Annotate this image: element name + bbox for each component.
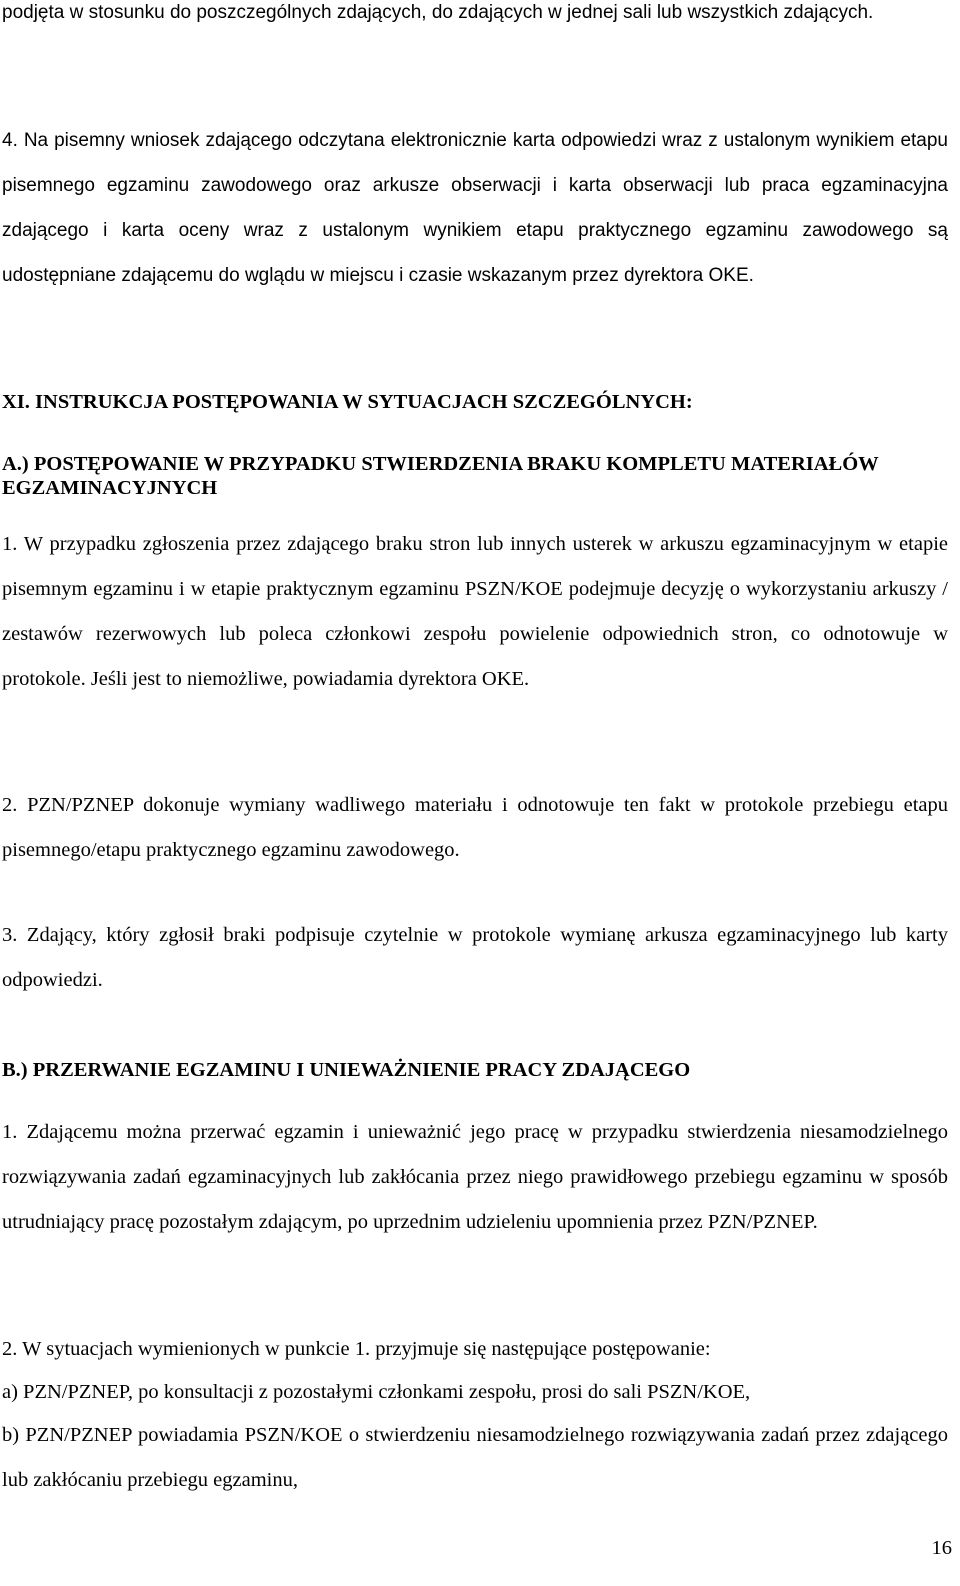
intro-paragraph: podjęta w stosunku do poszczególnych zdających, do zdających w jednej sali lub wszystkich zdających.	[2, 2, 874, 23]
paragraph-b-point-1: 1. Zdającemu można przerwać egzamin i unieważnić jego pracę w przypadku stwierdzenia niesamodzielnego rozwiązywania zadań egzaminacyjnych lub zakłócania przez niego prawidłowego przebiegu egzaminu w sposób utrudniający pracę pozostałym zdającym, po uprzednim udzieleniu upomnienia przez PZN/PZNEP.	[2, 1121, 948, 1233]
paragraph-b-item-a: a) PZN/PZNEP, po konsultacji z pozostałymi członkami zespołu, prosi do sali PSZN/KOE,	[2, 1381, 751, 1403]
subsection-heading-b: B.) PRZERWANIE EGZAMINU I UNIEWAŻNIENIE PRACY ZDAJĄCEGO	[2, 1059, 691, 1081]
paragraph-a-point-3: 3. Zdający, który zgłosił braki podpisuje czytelnie w protokole wymianę arkusza egzaminacyjnego lub karty odpowiedzi.	[2, 924, 948, 991]
subsection-heading-a: A.) POSTĘPOWANIE W PRZYPADKU STWIERDZENIA BRAKU KOMPLETU MATERIAŁÓW EGZAMINACYJNYCH	[2, 453, 879, 499]
paragraph-point-4: 4. Na pisemny wniosek zdającego odczytana elektronicznie karta odpowiedzi wraz z ustalonym wynikiem etapu pisemnego egzaminu zawodowego oraz arkusze obserwacji i karta obserwacji lub praca egzaminacyjna zdającego i karta oceny wraz z ustalonym wynikiem etapu praktycznego egzaminu zawodowego są udostępniane zdającemu do wglądu w miejscu i czasie wskazanym przez dyrektora OKE.	[2, 130, 948, 286]
section-heading-xi: XI. INSTRUKCJA POSTĘPOWANIA W SYTUACJACH SZCZEGÓLNYCH:	[2, 391, 693, 413]
paragraph-b-item-b: b) PZN/PZNEP powiadamia PSZN/KOE o stwierdzeniu niesamodzielnego rozwiązywania zadań przez zdającego lub zakłócaniu przebiegu egzaminu,	[2, 1424, 948, 1491]
page-number: 16	[931, 1537, 952, 1559]
paragraph-a-point-1: 1. W przypadku zgłoszenia przez zdającego braku stron lub innych usterek w arkuszu egzaminacyjnym w etapie pisemnym egzaminu i w etapie praktycznym egzaminu PSZN/KOE podejmuje decyzję o wykorzystaniu arkuszy / zestawów rezerwowych lub poleca członkowi zespołu powielenie odpowiednich stron, co odnotowuje w protokole. Jeśli jest to niemożliwe, powiadamia dyrektora OKE.	[2, 533, 948, 690]
paragraph-a-point-2: 2. PZN/PZNEP dokonuje wymiany wadliwego materiału i odnotowuje ten fakt w protokole przebiegu etapu pisemnego/etapu praktycznego egzaminu zawodowego.	[2, 794, 948, 861]
paragraph-b-point-2: 2. W sytuacjach wymienionych w punkcie 1. przyjmuje się następujące postępowanie:	[2, 1338, 711, 1360]
